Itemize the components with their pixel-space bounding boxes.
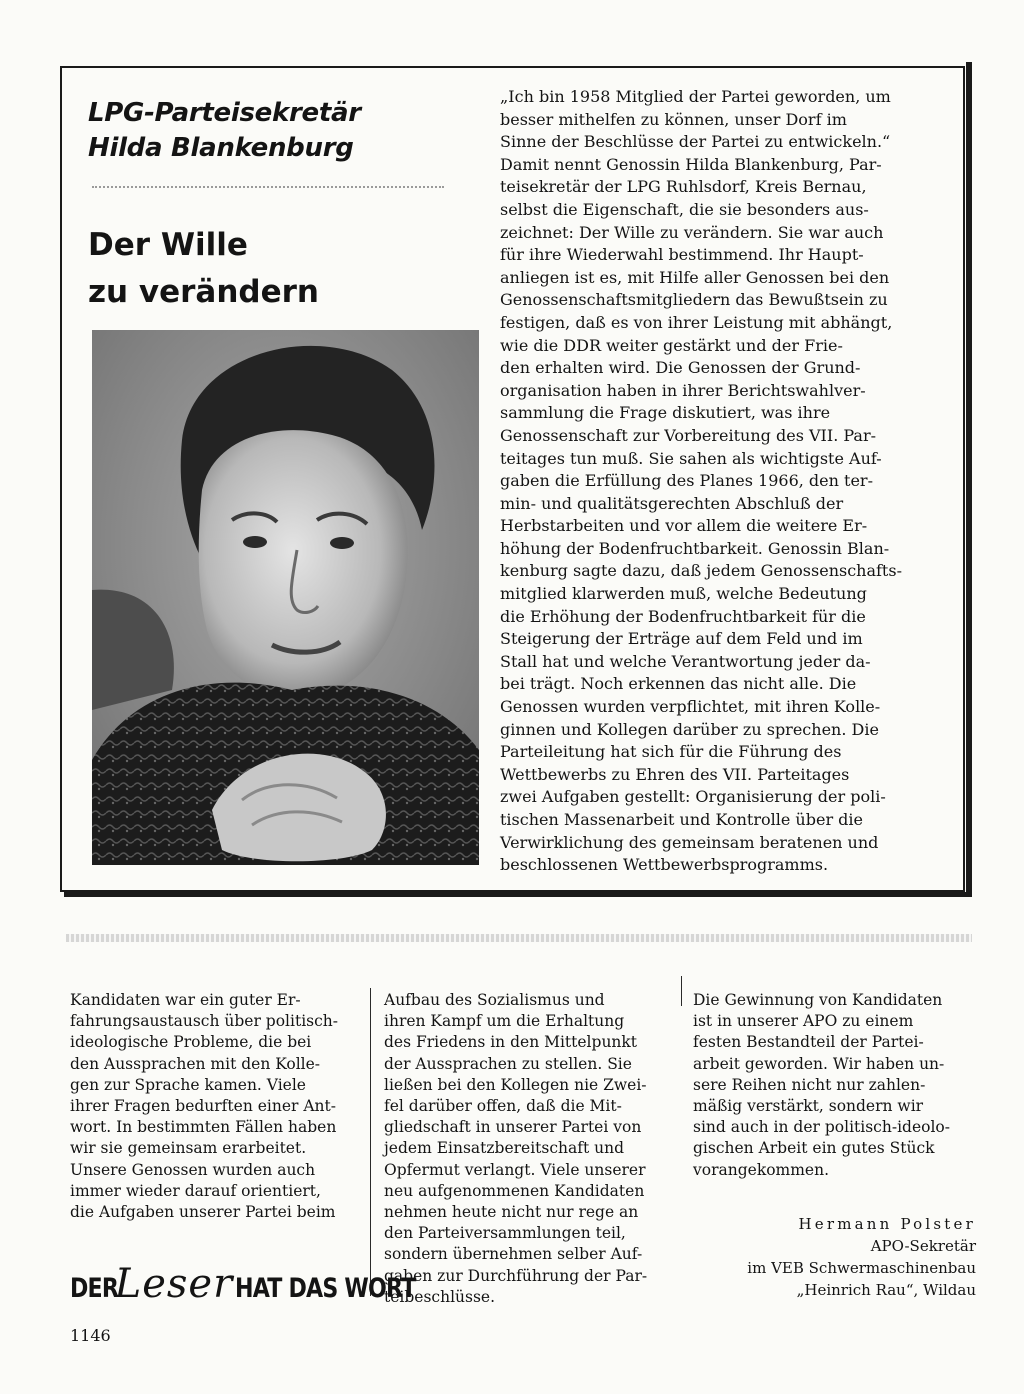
letter-column-2 [384,990,662,1308]
dotted-divider [92,186,444,188]
letter-line: wir sie gemeinsam erarbeitet. [70,1139,307,1158]
body-line: organisation haben in ihrer Berichtswahlver- [500,380,866,400]
body-line: Genossenschaft zur Vorbereitung des VII. Par- [500,425,876,445]
headline-line: Der Wille [88,227,248,263]
body-line: kenburg sagte dazu, daß jedem Genossenschafts- [500,561,902,581]
logo-script: Leser [114,1261,234,1307]
letter-line: neu aufgenommenen Kandidaten [384,1181,645,1200]
body-line: besser mithelfen zu können, unser Dorf im [500,109,847,129]
letter-line: Die Gewinnung von Kandidaten [693,991,943,1009]
body-line: „Ich bin 1958 Mitglied der Partei geworden, um [500,87,891,106]
body-line: teisekretär der LPG Ruhlsdorf, Kreis Bernau, [500,177,867,197]
column-divider [370,988,371,1296]
letter-line: des Friedens in den Mittelpunkt [384,1033,638,1052]
letter-line: gischen Arbeit ein gutes Stück [693,1139,935,1158]
body-line: Wettbewerbs zu Ehren des VII. Parteitages [500,764,850,784]
letter-line: den Parteiversammlungen teil, [384,1224,626,1243]
body-line: den erhalten wird. Die Genossen der Grund- [500,358,861,378]
body-line: Sinne der Beschlüsse der Partei zu entwickeln.“ [500,132,891,152]
body-line: Damit nennt Genossin Hilda Blankenburg, Par- [500,154,882,174]
letter-line: den Aussprachen mit den Kolle- [70,1054,321,1073]
frame-shadow-bottom [64,892,972,897]
letter-line: die Aufgaben unserer Partei beim [70,1203,336,1222]
letter-line: ihrer Fragen bedurften einer Ant- [70,1097,336,1116]
letter-line: gaben zur Durchführung der Par- [384,1266,648,1285]
page-number: 1146 [70,1326,111,1345]
logo-suffix: HAT DAS WORT [235,1272,416,1304]
letter-line: ihren Kampf um die Erhaltung [384,1012,625,1031]
column-divider [681,976,682,1006]
body-line: Stall hat und welche Verantwortung jeder da- [500,651,871,671]
body-line: höhung der Bodenfruchtbarkeit. Genossin Blan- [500,538,890,558]
article-kicker [88,96,468,166]
body-line: die Erhöhung der Bodenfruchtbarkeit für die [500,606,866,626]
body-line: sammlung die Frage diskutiert, was ihre [500,403,831,423]
letter-line: Aufbau des Sozialismus und [384,991,605,1009]
body-line: bei trägt. Noch erkennen das nicht alle. Die [500,674,857,694]
body-line: Herbstarbeiten und vor allem die weitere Er- [500,516,868,536]
reader-column-logo [70,1261,416,1312]
body-line: mitglied klarwerden muß, welche Bedeutung [500,584,867,604]
kicker-line: Hilda Blankenburg [88,133,354,163]
signature-role: APO-Sekretär [870,1237,976,1255]
body-line: beschlossenen Wettbewerbsprogramms. [500,855,829,875]
body-line: anliegen ist es, mit Hilfe aller Genossen bei den [500,267,890,287]
letter-line: nehmen heute nicht nur rege an [384,1203,639,1222]
letter-line: ließen bei den Kollegen nie Zwei- [384,1075,647,1094]
letter-line: ideologische Probleme, die bei [70,1033,312,1052]
letter-line: jedem Einsatzbereitschaft und [384,1139,625,1158]
letter-column-3 [693,990,975,1181]
letter-line: arbeit geworden. Wir haben un- [693,1054,945,1073]
body-line: zwei Aufgaben gestellt: Organisierung der poli- [500,787,886,807]
body-line: Verwirklichung des gemeinsam beratenen und [500,832,879,852]
body-line: für ihre Wiederwahl bestimmend. Ihr Haupt- [500,245,864,265]
letter-line: ist in unserer APO zu einem [693,1012,914,1031]
letter-line: sondern übernehmen selber Auf- [384,1245,643,1264]
frame-shadow-right [966,62,972,894]
signature-org: im VEB Schwermaschinenbau [747,1259,976,1277]
body-line: tischen Massenarbeit und Kontrolle über die [500,810,864,829]
body-line: Parteileitung hat sich für die Führung des [500,742,842,762]
letter-line: Opfermut verlangt. Viele unserer [384,1160,646,1179]
letter-line: der Aussprachen zu stellen. Sie [384,1054,632,1073]
letter-line: vorangekommen. [693,1160,830,1179]
letter-line: festen Bestandteil der Partei- [693,1033,924,1052]
letter-line: fahrungsaustausch über politisch- [70,1012,339,1031]
letter-line: sere Reihen nicht nur zahlen- [693,1075,926,1094]
kicker-line: LPG-Parteisekretär [88,98,361,128]
letter-line: immer wieder darauf orientiert, [70,1181,321,1200]
body-line: Steigerung der Erträge auf dem Feld und im [500,629,863,649]
body-line: teitages tun muß. Sie sahen als wichtigste Auf- [500,448,882,468]
letter-line: mäßig verstärkt, sondern wir [693,1097,924,1116]
signature-org: „Heinrich Rau“, Wildau [796,1281,976,1299]
body-line: selbst die Eigenschaft, die sie besonders aus- [500,199,869,219]
body-line: min- und qualitätsgerechten Abschluß der [500,493,844,513]
body-line: Genossenschaftsmitgliedern das Bewußtsein zu [500,290,888,310]
letter-line: gliedschaft in unserer Partei von [384,1118,642,1137]
letter-line: Unsere Genossen wurden auch [70,1160,316,1179]
article-headline [88,222,468,316]
body-line: Genossen wurden verpflichtet, mit ihren Kolle- [500,697,881,717]
body-line: festigen, daß es von ihrer Leistung mit abhängt, [500,312,893,332]
letter-line: wort. In bestimmten Fällen haben [70,1118,337,1137]
letter-line: fel darüber offen, daß die Mit- [384,1097,622,1116]
letter-line: sind auch in der politisch-ideolo- [693,1118,950,1137]
letter-column-1 [70,990,350,1223]
body-line: ginnen und Kollegen darüber zu sprechen. Die [500,719,879,739]
letter-line: teibeschlüsse. [384,1287,496,1306]
logo-prefix: DER [70,1272,119,1304]
body-line: zeichnet: Der Wille zu verändern. Sie war auch [500,222,884,242]
portrait-photo-icon [92,330,479,865]
article-body [500,86,940,877]
headline-line: zu verändern [88,274,319,310]
letter-line: gen zur Sprache kamen. Viele [70,1075,306,1094]
halftone-divider [66,934,972,942]
body-line: gaben die Erfüllung des Planes 1966, den ter- [500,471,873,491]
letter-line: Kandidaten war ein guter Er- [70,991,301,1009]
body-line: wie die DDR weiter gestärkt und der Frie- [500,335,843,355]
signature-name: Hermann Polster [798,1215,976,1233]
